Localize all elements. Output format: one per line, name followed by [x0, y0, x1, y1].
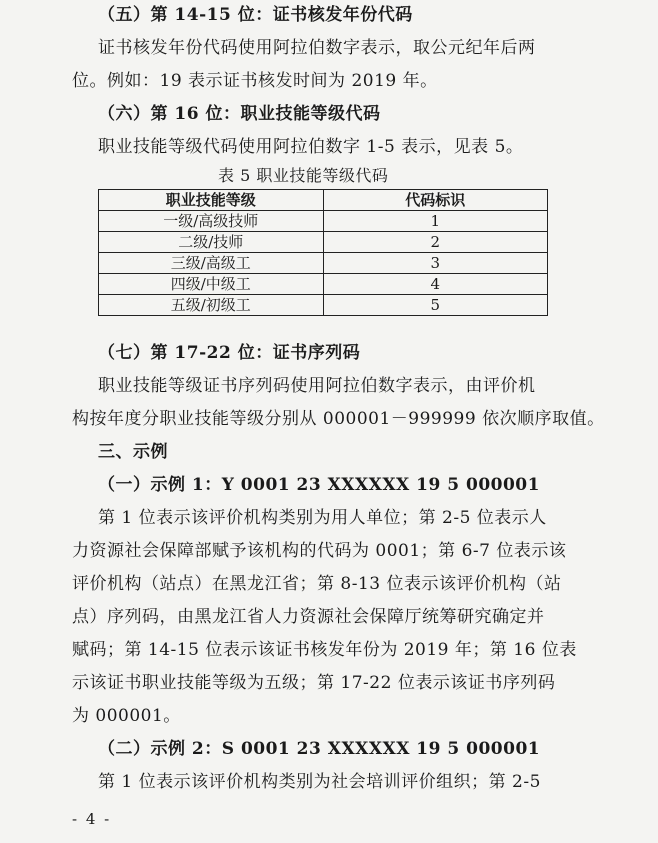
table-cell: 一级/高级技师	[99, 211, 324, 232]
skill-level-code-table	[98, 189, 548, 316]
paragraph-line: 评价机构（站点）在黑龙江省；第 8-13 位表示该评价机构（站	[72, 574, 562, 594]
table-header-row	[99, 190, 548, 211]
table-cell: 五级/初级工	[99, 295, 324, 316]
table-row	[99, 295, 548, 316]
paragraph-line: 职业技能等级证书序列码使用阿拉伯数字表示，由评价机	[98, 376, 536, 396]
paragraph-line: 第 1 位表示该评价机构类别为社会培训评价组织；第 2-5	[98, 772, 541, 792]
table-cell: 4	[323, 274, 548, 295]
section-3-heading: 三、示例	[98, 442, 168, 462]
example-2-heading: （二）示例 2：S 0001 23 XXXXXX 19 5 000001	[98, 739, 541, 759]
paragraph-line: 构按年度分职业技能等级分别从 000001－999999 依次顺序取值。	[72, 409, 605, 429]
table-cell: 2	[323, 232, 548, 253]
paragraph-line: 第 1 位表示该评价机构类别为用人单位；第 2-5 位表示人	[98, 508, 547, 528]
table-cell: 5	[323, 295, 548, 316]
table-row	[99, 232, 548, 253]
section-7-heading: （七）第 17-22 位：证书序列码	[98, 343, 361, 363]
table-cell: 二级/技师	[99, 232, 324, 253]
table-row	[99, 274, 548, 295]
table-row	[99, 211, 548, 232]
paragraph-line: 位。例如：19 表示证书核发时间为 2019 年。	[72, 71, 438, 91]
table-cell: 三级/高级工	[99, 253, 324, 274]
section-5-heading: （五）第 14-15 位：证书核发年份代码	[98, 5, 413, 25]
table-row	[99, 253, 548, 274]
paragraph-line: 赋码；第 14-15 位表示该证书核发年份为 2019 年；第 16 位表	[72, 640, 577, 660]
column-header: 代码标识	[323, 190, 548, 211]
paragraph-line: 示该证书职业技能等级为五级；第 17-22 位表示该证书序列码	[72, 673, 556, 693]
table-cell: 四级/中级工	[99, 274, 324, 295]
example-1-heading: （一）示例 1：Y 0001 23 XXXXXX 19 5 000001	[98, 475, 540, 495]
table-cell: 1	[323, 211, 548, 232]
paragraph-line: 力资源社会保障部赋予该机构的代码为 0001；第 6-7 位表示该	[72, 541, 567, 561]
paragraph-line: 证书核发年份代码使用阿拉伯数字表示，取公元纪年后两	[98, 38, 536, 58]
page-number: - 4 -	[72, 810, 112, 828]
section-6-heading: （六）第 16 位：职业技能等级代码	[98, 104, 381, 124]
paragraph-line: 职业技能等级代码使用阿拉伯数字 1-5 表示，见表 5。	[98, 137, 524, 157]
column-header: 职业技能等级	[99, 190, 324, 211]
table-caption: 表 5 职业技能等级代码	[218, 166, 389, 185]
table-cell: 3	[323, 253, 548, 274]
paragraph-line: 为 000001。	[72, 706, 181, 726]
paragraph-line: 点）序列码，由黑龙江省人力资源社会保障厅统筹研究确定并	[72, 607, 545, 627]
